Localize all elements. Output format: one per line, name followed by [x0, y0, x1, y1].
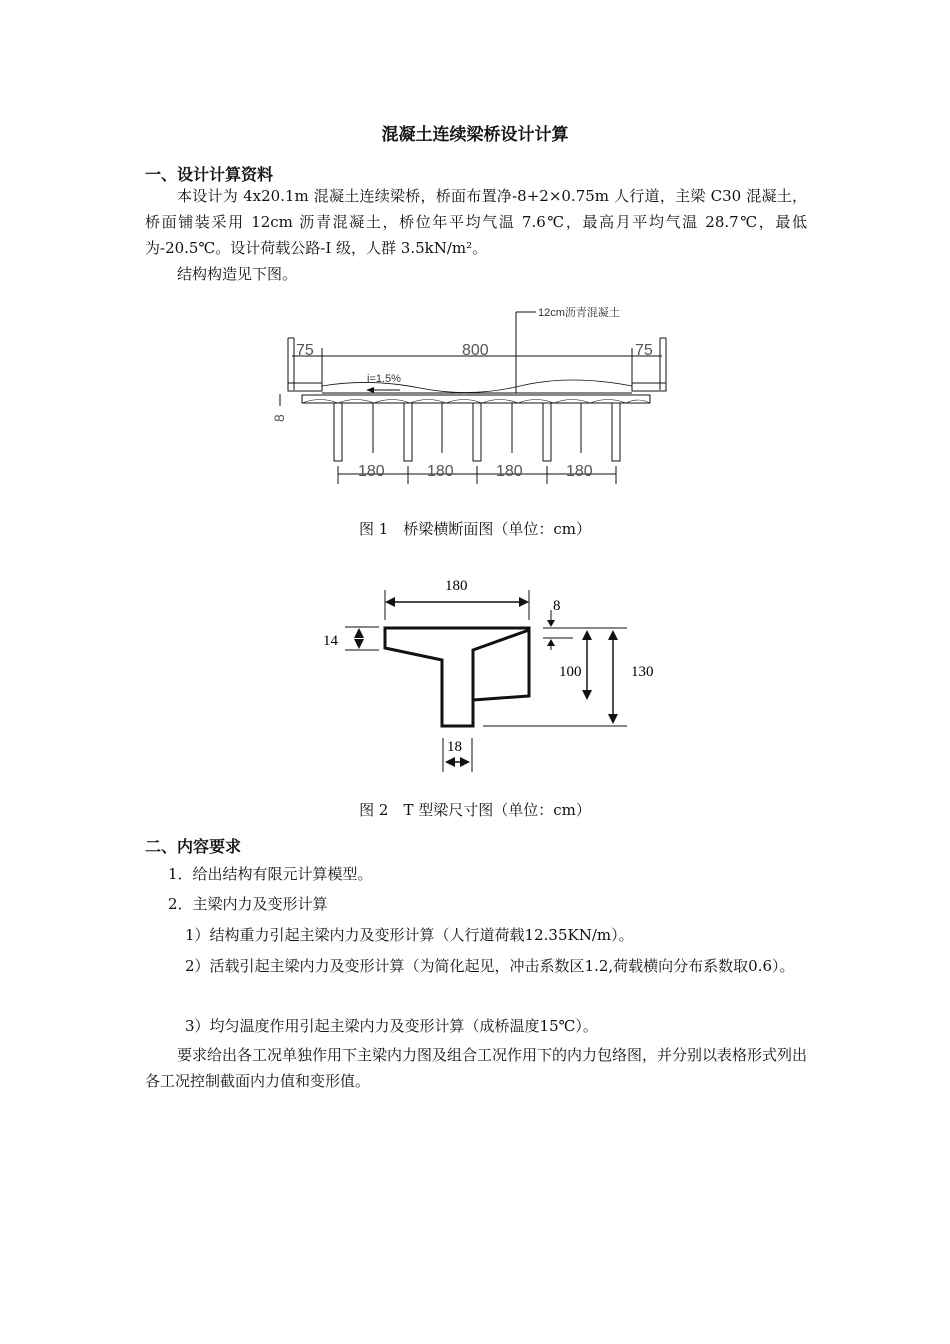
dim-100: 100	[559, 664, 582, 680]
dim-flange-thick: 14	[323, 633, 338, 649]
section1-paragraph1: 本设计为 4x20.1m 混凝土连续梁桥，桥面布置净-8+2×0.75m 人行道，主梁 C30 混凝土，桥面铺装采用 12cm 沥青混凝土，桥位年平均气温 7.6℃，最高月平均气温 28.7℃，最低为-20.5℃。设计荷载公路-I 级，人群 3.5kN/m²。	[145, 187, 807, 257]
arrow-icon	[354, 639, 364, 649]
dim-roadway: 800	[462, 342, 489, 359]
figure1-caption: 图 1 桥梁横断面图（单位：cm）	[359, 520, 591, 538]
document-title: 混凝土连续梁桥设计计算	[381, 125, 569, 145]
section2-item1: 1．给出结构有限元计算模型。	[168, 865, 373, 883]
section2-sub2: 2）活载引起主梁内力及变形计算（为简化起见，冲击系数区1.2,荷载横向分布系数取0.6）。	[185, 957, 795, 975]
arrow-icon	[445, 757, 455, 767]
dim-left-walk: 75	[296, 342, 314, 359]
arrow-icon	[519, 597, 529, 607]
arrow-icon	[582, 630, 592, 640]
slope-arrow-icon	[366, 387, 374, 393]
beam-spacing-3: 180	[496, 463, 523, 480]
beam-spacing-4: 180	[566, 463, 593, 480]
dim-top: 8	[553, 598, 561, 614]
section2-heading: 二、内容要求	[145, 837, 242, 856]
arrow-icon	[385, 597, 395, 607]
section2-item2: 2．主梁内力及变形计算	[168, 895, 328, 913]
section2-paragraph: 要求给出各工况单独作用下主梁内力图及组合工况作用下的内力包络图，并分别以表格形式列出各工况控制截面内力值和变形值。	[145, 1046, 808, 1090]
arrow-icon	[547, 620, 555, 627]
dim-left-small: 8	[271, 414, 287, 422]
dim-web: 18	[447, 739, 462, 755]
arrow-icon	[547, 639, 555, 646]
figure2-t-beam	[315, 570, 665, 780]
dim-right-walk: 75	[635, 342, 653, 359]
beam-spacing-2: 180	[427, 463, 454, 480]
arrow-icon	[608, 630, 618, 640]
section2-sub1: 1）结构重力引起主梁内力及变形计算（人行道荷载12.35KN/m）。	[185, 926, 634, 944]
arrow-icon	[608, 714, 618, 724]
arrow-icon	[460, 757, 470, 767]
section2-sub3: 3）均匀温度作用引起主梁内力及变形计算（成桥温度15℃）。	[185, 1017, 598, 1035]
arrow-icon	[354, 628, 364, 638]
arrow-icon	[582, 690, 592, 700]
dim-130: 130	[631, 664, 654, 680]
slope-label: i=1.5%	[367, 373, 401, 385]
paving-label: 12cm沥青混凝土	[538, 307, 620, 319]
figure2-caption: 图 2 T 型梁尺寸图（单位：cm）	[359, 801, 591, 819]
section1-paragraph2: 结构构造见下图。	[177, 265, 298, 283]
figure1-cross-section	[270, 298, 670, 493]
dim-flange-width: 180	[445, 578, 468, 594]
section1-heading: 一、设计计算资料	[145, 165, 274, 184]
beam-spacing-1: 180	[358, 463, 385, 480]
